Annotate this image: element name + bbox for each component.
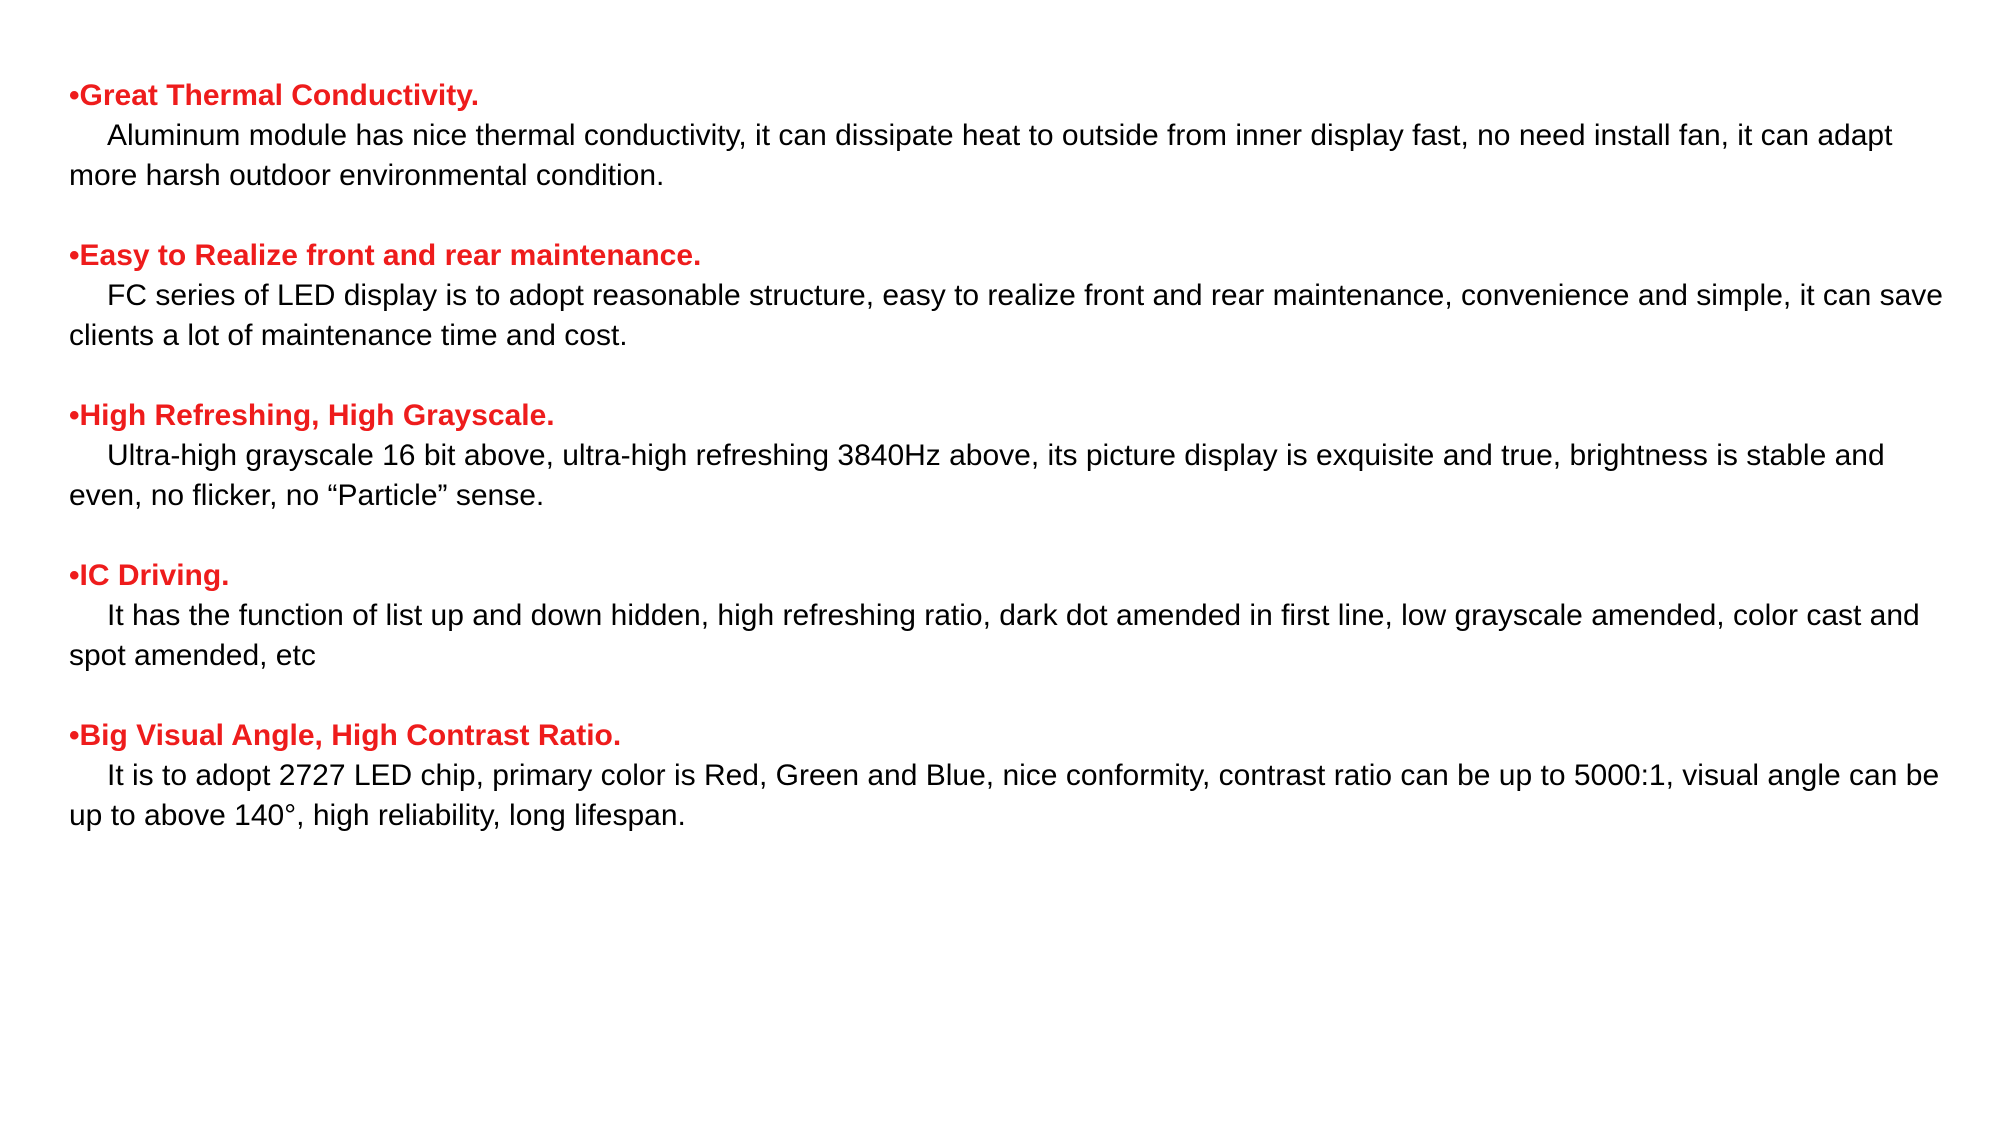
- feature-maintenance: [69, 236, 1959, 356]
- feature-description: It is to adopt 2727 LED chip, primary color is Red, Green and Blue, nice conformity, contrast ratio can be up to 5000:1, visual angle can be up to above 140°, high reliability, long lifespan.: [69, 759, 1940, 832]
- feature-title: •High Refreshing, High Grayscale.: [69, 399, 555, 432]
- feature-description: It has the function of list up and down hidden, high refreshing ratio, dark dot amended in first line, low grayscale amended, color cast and spot amended, etc: [69, 599, 1920, 672]
- feature-title: •IC Driving.: [69, 559, 230, 592]
- feature-title: •Big Visual Angle, High Contrast Ratio.: [69, 719, 622, 752]
- feature-list: [69, 76, 1959, 876]
- feature-description: FC series of LED display is to adopt reasonable structure, easy to realize front and rear maintenance, convenience and simple, it can save clients a lot of maintenance time and cost.: [69, 279, 1943, 352]
- feature-ic-driving: [69, 556, 1959, 676]
- feature-description: Aluminum module has nice thermal conductivity, it can dissipate heat to outside from inner display fast, no need install fan, it can adapt more harsh outdoor environmental condition.: [69, 119, 1893, 192]
- feature-visual-angle-contrast: [69, 716, 1959, 836]
- feature-title: •Great Thermal Conductivity.: [69, 79, 480, 112]
- feature-thermal-conductivity: [69, 76, 1959, 196]
- feature-description: Ultra-high grayscale 16 bit above, ultra-high refreshing 3840Hz above, its picture display is exquisite and true, brightness is stable and even, no flicker, no “Particle” sense.: [69, 439, 1885, 512]
- feature-refresh-grayscale: [69, 396, 1959, 516]
- feature-title: •Easy to Realize front and rear maintenance.: [69, 239, 702, 272]
